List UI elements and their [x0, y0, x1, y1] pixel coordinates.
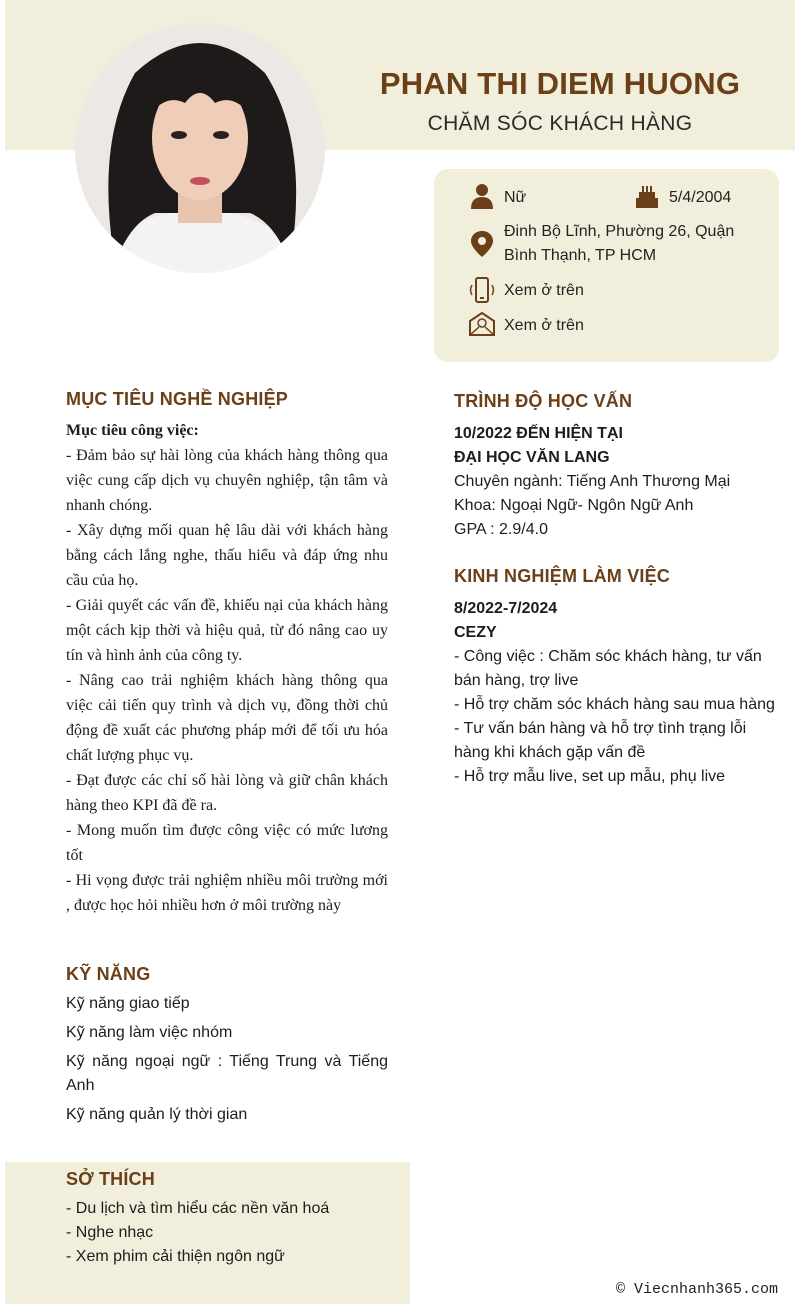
education-period: 10/2022 ĐẾN HIỆN TẠI [454, 425, 623, 442]
address-line-2: Bình Thạnh, TP HCM [504, 247, 657, 264]
address-line-1: Đinh Bộ Lĩnh, Phường 26, Quận [504, 223, 735, 240]
education-body [454, 422, 779, 542]
experience-line: - Hỗ trợ chăm sóc khách hàng sau mua hàng [454, 696, 775, 713]
experience-title: KINH NGHIỆM LÀM VIỆC [454, 566, 671, 586]
skill-item: Kỹ năng làm việc nhóm [66, 1024, 233, 1041]
education-line: Khoa: Ngoại Ngữ- Ngôn Ngữ Anh [454, 497, 694, 514]
phone-icon [468, 277, 496, 303]
avatar [75, 23, 325, 273]
portrait-photo [75, 23, 325, 273]
objective-item: - Xây dựng mối quan hệ lâu dài với khách hàng bằng cách lắng nghe, thấu hiểu và đáp ứng nhu cầu của họ. [66, 522, 388, 589]
experience-line: - Hỗ trợ mẫu live, set up mẫu, phụ live [454, 768, 726, 785]
cake-icon [634, 184, 660, 210]
candidate-name: PHAN THI DIEM HUONG [379, 66, 741, 101]
education-school: ĐẠI HỌC VĂN LANG [454, 449, 610, 466]
objective-item: - Giải quyết các vấn đề, khiếu nại của khách hàng một cách kịp thời và hiệu quả, từ đó nâng cao uy tín và hình ảnh của công ty. [66, 597, 388, 664]
hobby-item: - Du lịch và tìm hiểu các nền văn hoá [66, 1200, 330, 1217]
email-value: Xem ở trên [504, 317, 584, 334]
person-icon [469, 183, 495, 209]
objective-item: - Hi vọng được trải nghiệm nhiều môi trường mới , được học hỏi nhiều hơn ở môi trường này [66, 872, 388, 914]
hobby-item: - Nghe nhạc [66, 1224, 154, 1241]
objective-title: MỤC TIÊU NGHỀ NGHIỆP [66, 389, 289, 409]
objective-item: - Mong muốn tìm được công việc có mức lương tốt [66, 822, 388, 864]
address-value [504, 220, 764, 268]
objective-body [66, 418, 388, 918]
email-icon [468, 311, 496, 337]
hobbies-title: SỞ THÍCH [66, 1169, 155, 1189]
hobby-item: - Xem phim cải thiện ngôn ngữ [66, 1248, 285, 1265]
skill-item: Kỹ năng ngoại ngữ : Tiếng Trung và Tiếng Anh [66, 1053, 388, 1094]
skill-item: Kỹ năng giao tiếp [66, 995, 190, 1012]
skills-list [66, 992, 388, 1132]
experience-company: CEZY [454, 624, 497, 641]
footer-copyright: © Viecnhanh365.com [615, 1281, 778, 1298]
gender-value: Nữ [504, 189, 527, 206]
education-line: GPA : 2.9/4.0 [454, 521, 548, 538]
education-title: TRÌNH ĐỘ HỌC VẤN [454, 391, 633, 411]
job-title: CHĂM SÓC KHÁCH HÀNG [427, 112, 693, 135]
education-line: Chuyên ngành: Tiếng Anh Thương Mại [454, 473, 731, 490]
objective-item: - Đảm bảo sự hài lòng của khách hàng thông qua việc cung cấp dịch vụ chuyên nghiệp, tận tâm và nhanh chóng. [66, 447, 388, 514]
skills-title: KỸ NĂNG [66, 964, 151, 984]
birthday-value: 5/4/2004 [669, 189, 732, 206]
experience-period: 8/2022-7/2024 [454, 600, 558, 617]
hobbies-list [66, 1197, 396, 1269]
objective-subtitle: Mục tiêu công việc: [66, 422, 199, 439]
objective-item: - Đạt được các chỉ số hài lòng và giữ chân khách hàng theo KPI đã đề ra. [66, 772, 388, 814]
location-pin-icon [470, 230, 494, 258]
objective-item: - Nâng cao trải nghiệm khách hàng thông qua việc cải tiến quy trình và dịch vụ, đồng thời chủ động đề xuất các phương pháp mới để tối ưu hóa chất lượng phục vụ. [66, 672, 388, 764]
skill-item: Kỹ năng quản lý thời gian [66, 1106, 248, 1123]
experience-line: - Tư vấn bán hàng và hỗ trợ tình trạng lỗi hàng khi khách gặp vấn đề [454, 720, 747, 761]
phone-value: Xem ở trên [504, 282, 584, 299]
experience-body [454, 597, 779, 789]
experience-line: - Công việc : Chăm sóc khách hàng, tư vấn bán hàng, trợ live [454, 648, 762, 689]
